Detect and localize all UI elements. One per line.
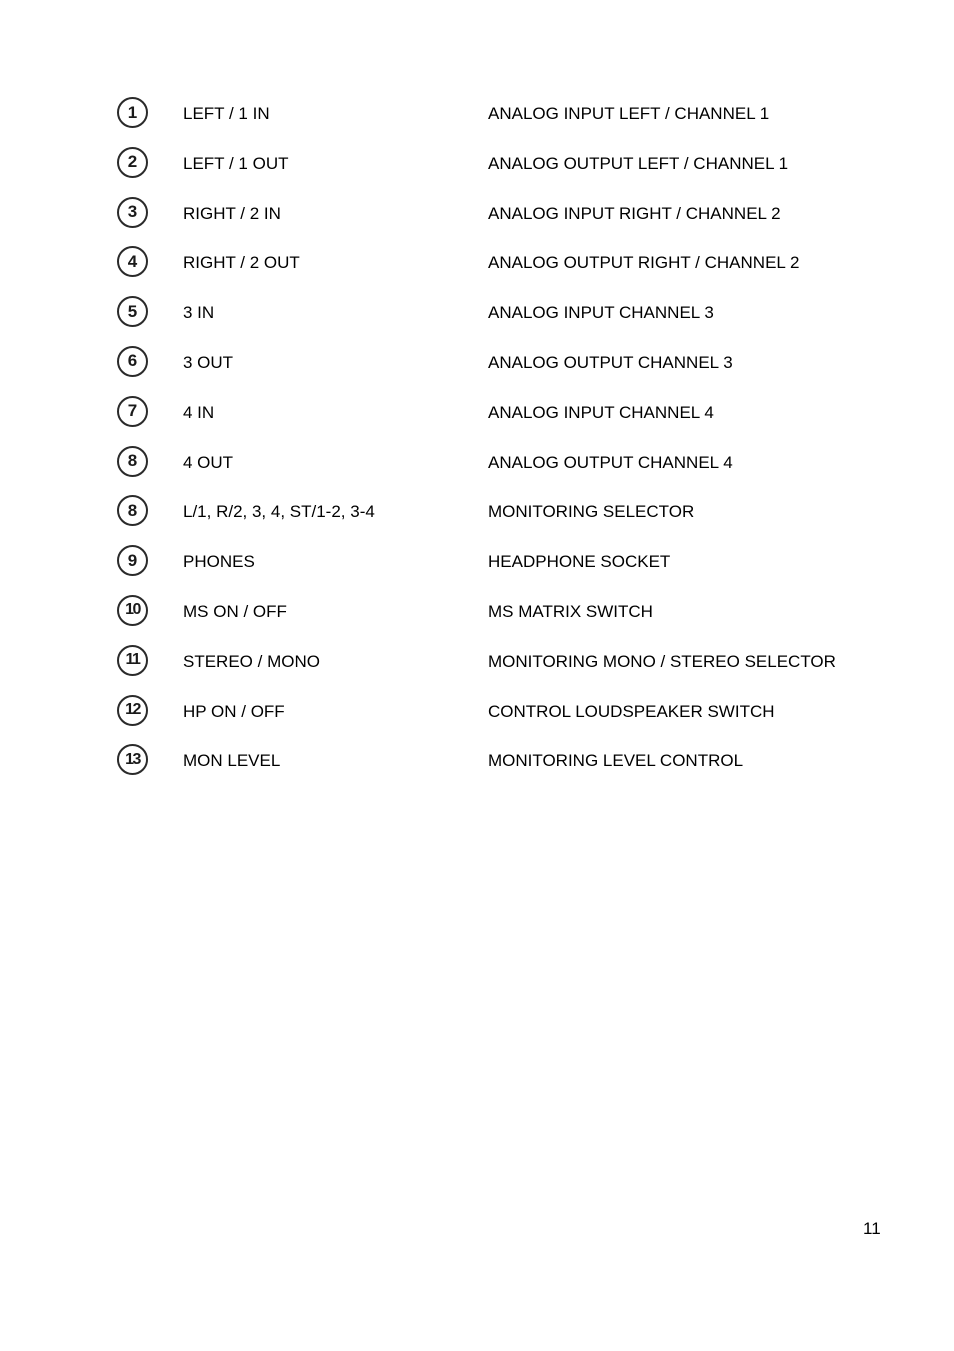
control-description: MONITORING SELECTOR [488, 502, 695, 522]
legend-row [117, 394, 877, 444]
number-badge: 3 [117, 197, 148, 228]
legend-row [117, 195, 877, 245]
legend-row [117, 493, 877, 543]
control-label: HP ON / OFF [183, 701, 285, 721]
control-description: ANALOG OUTPUT CHANNEL 4 [488, 452, 733, 472]
control-description: ANALOG OUTPUT LEFT / CHANNEL 1 [488, 153, 789, 173]
number-badge: 7 [117, 396, 148, 427]
legend-row [117, 444, 877, 494]
number-badge: 10 [117, 595, 148, 626]
legend-row [117, 593, 877, 643]
control-label: L/1, R/2, 3, 4, ST/1-2, 3-4 [183, 502, 375, 522]
control-label: MS ON / OFF [183, 601, 287, 621]
control-description: MONITORING LEVEL CONTROL [488, 751, 744, 771]
control-label: LEFT / 1 OUT [183, 153, 289, 173]
legend-row [117, 95, 877, 145]
number-badge: 8 [117, 495, 148, 526]
number-badge: 4 [117, 246, 148, 277]
control-label: 4 IN [183, 402, 215, 422]
control-label: MON LEVEL [183, 751, 281, 771]
control-label: RIGHT / 2 IN [183, 203, 281, 223]
number-badge: 1 [117, 97, 148, 128]
legend-row [117, 543, 877, 593]
control-description: HEADPHONE SOCKET [488, 552, 671, 572]
number-badge: 5 [117, 296, 148, 327]
control-label: LEFT / 1 IN [183, 104, 270, 123]
control-label: RIGHT / 2 OUT [183, 253, 300, 273]
number-badge: 2 [117, 147, 148, 178]
legend-row [117, 294, 877, 344]
number-badge: 13 [117, 744, 148, 775]
legend-row [117, 643, 877, 693]
number-badge: 12 [117, 695, 148, 726]
control-description: ANALOG INPUT RIGHT / CHANNEL 2 [488, 203, 781, 223]
control-description: ANALOG INPUT CHANNEL 3 [488, 303, 714, 323]
control-label: 4 OUT [183, 452, 234, 472]
control-description: ANALOG INPUT LEFT / CHANNEL 1 [488, 104, 770, 123]
legend-row [117, 742, 877, 792]
number-badge: 11 [117, 645, 148, 676]
control-description: MS MATRIX SWITCH [488, 601, 653, 621]
legend-row [117, 693, 877, 743]
control-label: 3 OUT [183, 352, 234, 372]
control-label: PHONES [183, 552, 255, 572]
page-number: 11 [863, 1219, 881, 1238]
connector-legend [117, 95, 877, 792]
control-description: CONTROL LOUDSPEAKER SWITCH [488, 701, 775, 721]
control-label: 3 IN [183, 303, 215, 323]
control-description: ANALOG OUTPUT RIGHT / CHANNEL 2 [488, 253, 800, 273]
number-badge: 8 [117, 446, 148, 477]
number-badge: 6 [117, 346, 148, 377]
control-description: ANALOG INPUT CHANNEL 4 [488, 402, 714, 422]
legend-row [117, 145, 877, 195]
legend-row [117, 344, 877, 394]
control-description: MONITORING MONO / STEREO SELECTOR [488, 651, 836, 671]
legend-row [117, 244, 877, 294]
control-label: STEREO / MONO [183, 651, 320, 671]
number-badge: 9 [117, 545, 148, 576]
control-description: ANALOG OUTPUT CHANNEL 3 [488, 352, 733, 372]
